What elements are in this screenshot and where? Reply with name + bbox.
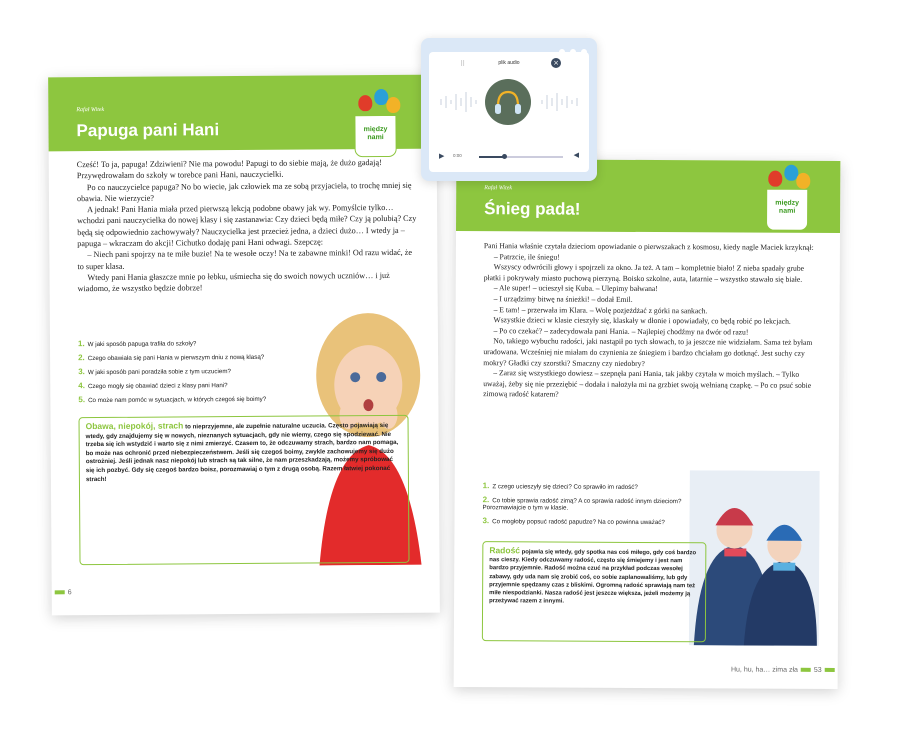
paragraph: – E tam! – przerwała im Klara. – Wolę pozjeżdżać z górki na sankach. (493, 304, 708, 315)
seek-knob[interactable] (502, 154, 507, 159)
playback-controls (439, 150, 579, 162)
page-number: 53 (813, 666, 822, 674)
question-item: 3. Co mogłoby popsuć radość papudze? Na co powinna uważać? (482, 516, 665, 527)
question-item: 1. W jaki sposób papuga trafiła do szkoły? (77, 339, 197, 349)
kids-in-snow-photo (689, 470, 820, 646)
paragraph: – Po co czekać? – zadecydowała pani Hania. – Najlepiej chodźmy na dwór od razu! (493, 325, 749, 337)
question-item: 1. Z czego ucieszyły się dzieci? Co sprawiło im radość? (482, 481, 638, 491)
page-footer (731, 666, 838, 674)
question-item: 2. Co tobie sprawia radość zimą? A co sprawia radość innym dzieciom? Porozmawiajcie o tym w klasie. (482, 495, 682, 512)
question-item: 5. Co może nam pomóc w sytuacjach, w których czegoś się boimy? (78, 395, 267, 405)
box-highlight: Radość (489, 545, 521, 556)
parrot-icon (796, 173, 810, 189)
page-title: Śnieg pada! (484, 199, 581, 219)
miedzy-nami-badge (354, 115, 396, 157)
volume-icon[interactable]: ◀ (573, 151, 579, 159)
paragraph: Wtedy pani Hania głaszcze mnie po łebku, uśmiecha się do swoich nowych uczniów… i już wiadomo, że wszystko będzie dobrze! (77, 270, 390, 294)
footer-text: Hu, hu, ha… zima zła (730, 666, 798, 674)
box-text: to nieprzyjemne, ale zupełnie naturalne uczucia. Często pojawiają się wtedy, gdy znajdujemy się w nowych, nieznanych sytuacjach, gdy nie wiemy, czego się spodziewać. Nie trzeba się ich wstydzić i warto się z nimi zmierzyć. Czasem to, że odczuwamy strach, bardzo nam pomaga, bo może nas ochronić przed niebezpieczeństwem. Jeśli się czegoś boimy, zwykle zachowujemy się dużo ostrożniej. Jeśli jednak nasz niepokój lub strach są tak silne, że nam przeszkadzają, możemy spróbować się ich pozbyć. Gdy się czegoś bardzo boisz, porozmawiaj o tym z drugą osobą. Razem łatwiej pokonać strach! (85, 421, 399, 483)
question-item: 2. Czego obawiała się pani Hania w pierwszym dniu z nową klasą? (78, 353, 265, 363)
parrot-icon (358, 95, 372, 111)
miedzy-nami-badge (766, 189, 808, 231)
paragraph: – Niech pani spojrzy na te miłe buzie! Na te wesołe oczy! Na te zabawne minki! Od razu widać, że to super klasa. (77, 248, 413, 271)
seek-bar-fill (479, 156, 504, 158)
badge-line-1: między (775, 199, 800, 207)
audio-player-panel (429, 52, 589, 172)
paragraph: Wszyscy odwrócili głowy i spojrzeli za okno. Ja też. A tam – kompletnie biało! Z nieba spadały grube płatki i pokrywały miasto puchową pierzyną. Boisko szkolne, auta, latarnie – wszystko stawało się białe. (483, 262, 805, 284)
right-page (454, 159, 841, 689)
story-text (77, 157, 418, 295)
paragraph: – Patrzcie, ile śniegu! (493, 251, 560, 262)
questions-list (482, 481, 692, 531)
time-display: 0:00 (453, 153, 462, 158)
audio-title: plik audio (498, 60, 520, 66)
paragraph: – Zaraz się wszystkiego dowiesz – szepnęła pani Hania, tak jakby czytała w moich myślach. – Tylko uważaj, żeby się nie przeziębić – dodała i nałożyła mi na grzbiet swoją wełnianą czapkę. – Po co psuć sobie zimową radość katarem? (483, 368, 812, 399)
question-item: 3. W jaki sposób pani poradziła sobie z tym uczuciem? (78, 367, 231, 377)
box-text: pojawia się wtedy, gdy spotka nas coś miłego, gdy coś bardzo nas cieszy. Kiedy odczuwamy radość, często się śmiejemy i jest nam bardzo przyjemnie. Radość można czuć na przykład podczas wesołej zabawy, gdy uda nam się zrobić coś, co sobie zaplanowaliśmy, lub gdy przyjemnie spędzamy czas z bliskimi. Ogromną radość sprawiają nam też miłe niespodzianki. Nasza radość jest jeszcze większa, jeżeli możemy ją przeżywać razem z innymi. (489, 549, 697, 605)
page-number: 6 (52, 589, 72, 596)
headphones-icon (485, 79, 531, 125)
question-item: 4. Czego mogły się obawiać dzieci z klasy pani Hani? (78, 381, 228, 391)
story-text (483, 241, 820, 402)
paragraph: A jednak! Pani Hania miała przed pierwszą lekcją podobne obawy jak wy. Pomyślcie tylko… wchodzi pani nauczycielka do nowej klasy i się zastanawia: Czy dzieci będą miłe? Czy ją polubią? Czy będą się odpowiednio zachowywały? Nauczycielka jest przecież jedna, a dzieci dużo… I wtedy ja – papuga – wkraczam do akcji! Cichutko dodaję pani Hani odwagi. Szepczę: (77, 203, 417, 249)
left-page (48, 75, 440, 616)
audio-player-window (421, 38, 597, 181)
info-box (482, 541, 707, 642)
badge-line-1: między (363, 125, 388, 134)
drag-handle-icon[interactable]: ⠿ (460, 60, 466, 68)
paragraph: – Ale super! – ucieszył się Kuba. – Ulepimy bałwana! (493, 283, 658, 294)
paragraph: No, takiego wybuchu radości, jaki nastąpił po tych słowach, to ja jeszcze nie widziałam. Sama też byłam uradowana. Wcześniej nie miałam do czynienia ze śniegiem i bardzo chciałam go dotknąć. Jest suchy czy mokry? Gładki czy szorstki? Smaczny czy niedobry? (483, 336, 813, 368)
paragraph: Po co nauczycielce papuga? No bo wiecie, jak człowiek ma ze sobą przyjaciela, to trochę mniej się obawia. Nie wierzycie? (76, 180, 412, 204)
badge-line-2: nami (778, 207, 796, 215)
close-button[interactable]: × (551, 58, 561, 68)
badge-line-2: nami (367, 134, 384, 142)
questions-list (78, 337, 318, 409)
parrot-icon (768, 171, 782, 187)
box-highlight: Obawa, niepokój, strach (85, 420, 184, 432)
paragraph: Wszystkie dzieci w klasie cieszyły się, klaskały w dłonie i opowiadały, co będą robić po lekcjach. (493, 315, 791, 326)
author: Rafał Witek (484, 185, 513, 192)
parrot-icon (386, 97, 400, 113)
seek-bar[interactable] (479, 156, 563, 158)
page-title: Papuga pani Hani (76, 120, 220, 141)
author: Rafał Witek (76, 106, 105, 114)
paragraph: Cześć! To ja, papuga! Zdziwieni? Nie ma powodu! Papugi to do siebie mają, że dużo gadają! Przywędrowałam do szkoły w torebce pani Hani, nauczycielki. (76, 158, 382, 181)
paragraph: – I urządzimy bitwę na śnieżki! – dodał Emil. (493, 294, 633, 304)
paragraph: Pani Hania właśnie czytała dzieciom opowiadanie o pierwszakach z kosmosu, kiedy nagle Maciek krzyknął: (483, 241, 814, 252)
play-icon[interactable]: ▶ (439, 152, 445, 160)
info-box (78, 415, 409, 565)
